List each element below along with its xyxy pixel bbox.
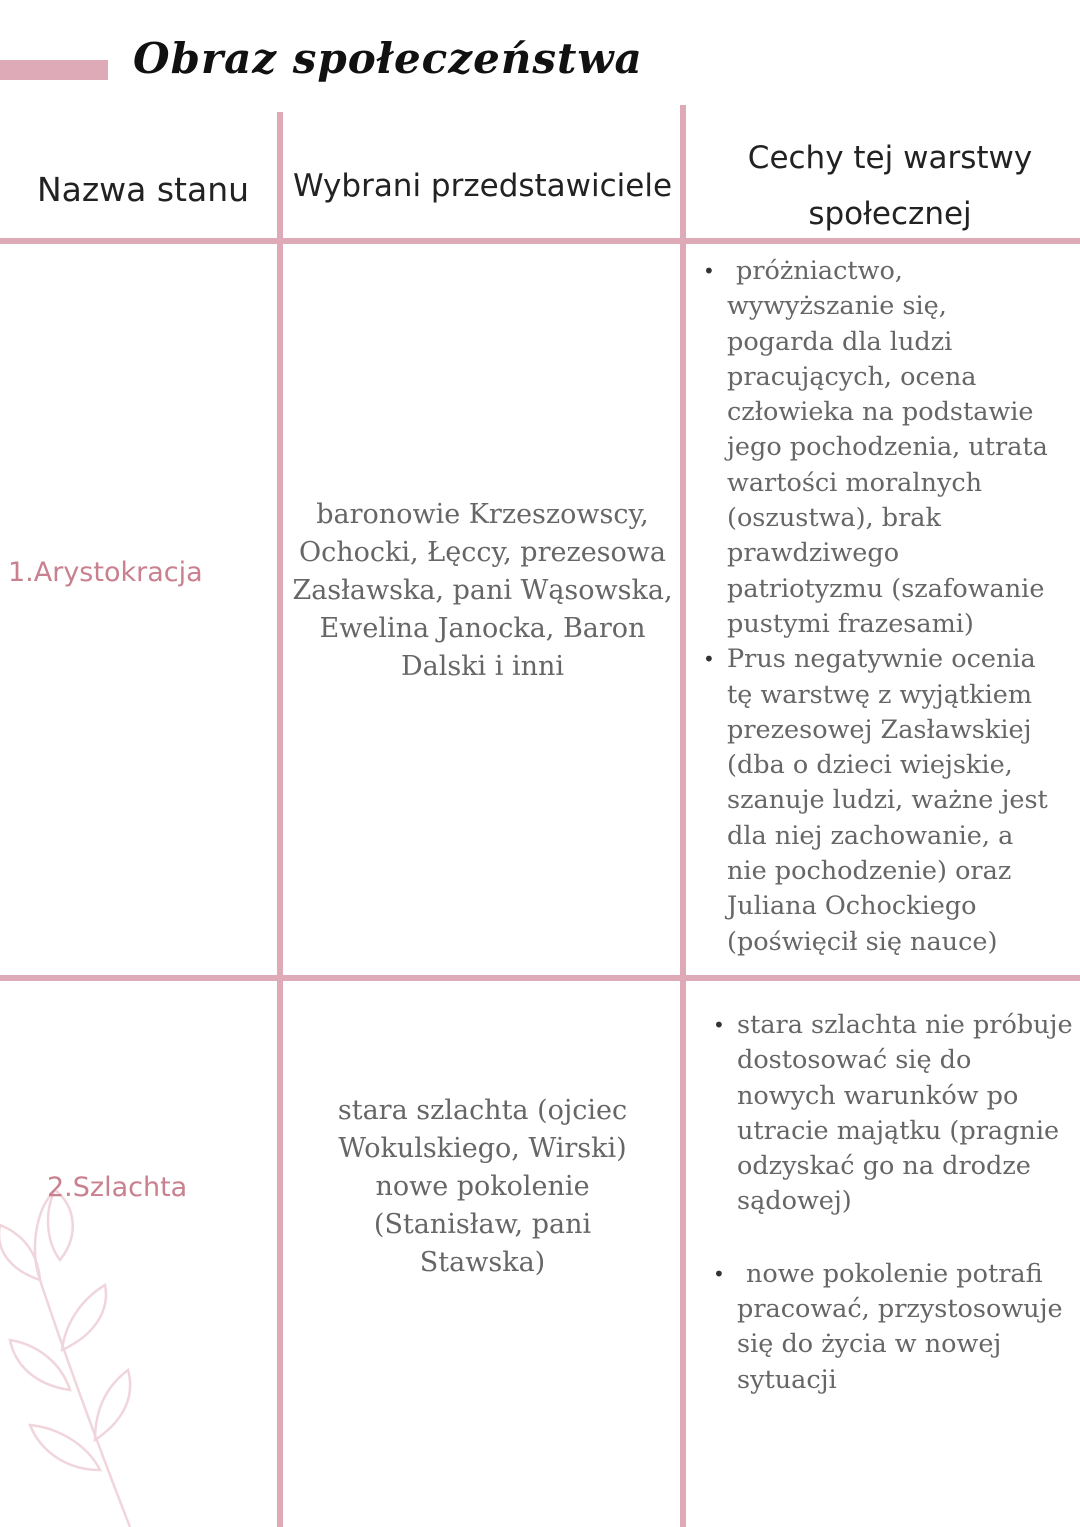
title-accent-bar bbox=[0, 60, 108, 80]
traits-item bbox=[703, 254, 1077, 642]
traits-line: nowe pokolenie potrafi bbox=[746, 1258, 1043, 1289]
traits-line: nie pochodzenie) oraz bbox=[727, 856, 1012, 887]
header-traits-line2: społecznej bbox=[808, 196, 972, 232]
header-name: Nazwa stanu bbox=[36, 170, 250, 209]
traits-line: się do życia w nowej bbox=[737, 1329, 1002, 1360]
traits-line: dla niej zachowanie, a bbox=[727, 820, 1014, 851]
representatives-line: nowe pokolenie bbox=[375, 1171, 590, 1202]
traits-line: patriotyzmu (szafowanie bbox=[727, 573, 1045, 604]
page-title: Obraz społeczeństwa bbox=[133, 34, 643, 83]
leaf-decoration-icon bbox=[0, 1150, 180, 1527]
header-representatives: Wybrani przedstawiciele bbox=[292, 168, 673, 204]
traits-list bbox=[713, 1008, 1080, 1398]
representatives-cell bbox=[285, 496, 680, 686]
representatives-line: Ochocki, Łęccy, prezesowa bbox=[299, 537, 666, 568]
bullet-icon: • bbox=[713, 1261, 725, 1286]
traits-line: prawdziwego bbox=[727, 538, 900, 569]
traits-line: pustymi frazesami) bbox=[727, 608, 974, 639]
traits-line: człowieka na podstawie bbox=[727, 397, 1034, 428]
representatives-line: stara szlachta (ojciec bbox=[337, 1095, 628, 1126]
traits-line: (dba o dzieci wiejskie, bbox=[727, 750, 1013, 781]
traits-line: (poświęcił się nauce) bbox=[727, 926, 998, 957]
representatives-line: Stawska) bbox=[419, 1247, 546, 1278]
column-divider-1 bbox=[277, 112, 283, 1527]
traits-line: Juliana Ochockiego bbox=[727, 891, 977, 922]
traits-line: utracie majątku (pragnie bbox=[737, 1115, 1060, 1146]
traits-line: odzyskać go na drodze bbox=[737, 1151, 1031, 1182]
representatives-line: (Stanisław, pani bbox=[373, 1209, 592, 1240]
traits-line: próżniactwo, bbox=[736, 256, 903, 286]
traits-line: (oszustwa), brak bbox=[727, 503, 941, 534]
header-traits-line1: Cechy tej warstwy bbox=[747, 140, 1033, 176]
bullet-icon: • bbox=[703, 647, 715, 672]
representatives-line: Ewelina Janocka, Baron bbox=[319, 613, 646, 644]
traits-line: tę warstwę z wyjątkiem bbox=[727, 679, 1033, 710]
representatives-line: Wokulskiego, Wirski) bbox=[338, 1133, 627, 1164]
header-divider bbox=[0, 238, 1080, 244]
representatives-line: Zasławska, pani Wąsowska, bbox=[292, 575, 673, 606]
traits-list bbox=[703, 254, 1077, 960]
traits-line: stara szlachta nie próbuje bbox=[737, 1010, 1073, 1040]
traits-line: sądowej) bbox=[737, 1186, 852, 1217]
traits-line: pracować, przystosowuje bbox=[737, 1294, 1063, 1325]
traits-line: wywyższanie się, bbox=[727, 291, 947, 322]
traits-line: sytuacji bbox=[737, 1364, 837, 1395]
traits-line: jego pochodzenia, utrata bbox=[727, 432, 1048, 463]
row-name-arystokracja: 1.Arystokracja bbox=[8, 557, 203, 588]
traits-line: pracujących, ocena bbox=[727, 361, 977, 392]
traits-item bbox=[713, 1008, 1080, 1220]
traits-line: prezesowej Zasławskiej bbox=[727, 714, 1032, 745]
traits-line: nowych warunków po bbox=[737, 1080, 1019, 1111]
representatives-line: baronowie Krzeszowscy, bbox=[316, 499, 649, 530]
traits-line: Prus negatywnie ocenia bbox=[727, 644, 1036, 675]
representatives-line: Dalski i inni bbox=[400, 651, 565, 682]
traits-line: dostosować się do bbox=[737, 1045, 972, 1076]
traits-line: wartości moralnych bbox=[727, 467, 983, 498]
column-divider-2 bbox=[680, 105, 686, 1527]
bullet-icon: • bbox=[713, 1013, 725, 1037]
row-divider bbox=[0, 975, 1080, 981]
traits-item bbox=[713, 1257, 1080, 1398]
representatives-cell bbox=[285, 1092, 680, 1282]
traits-line: szanuje ludzi, ważne jest bbox=[727, 785, 1048, 816]
row-name-szlachta: 2.Szlachta bbox=[47, 1172, 188, 1203]
traits-line: pogarda dla ludzi bbox=[727, 326, 953, 357]
traits-item bbox=[703, 642, 1077, 960]
bullet-icon: • bbox=[703, 259, 715, 283]
